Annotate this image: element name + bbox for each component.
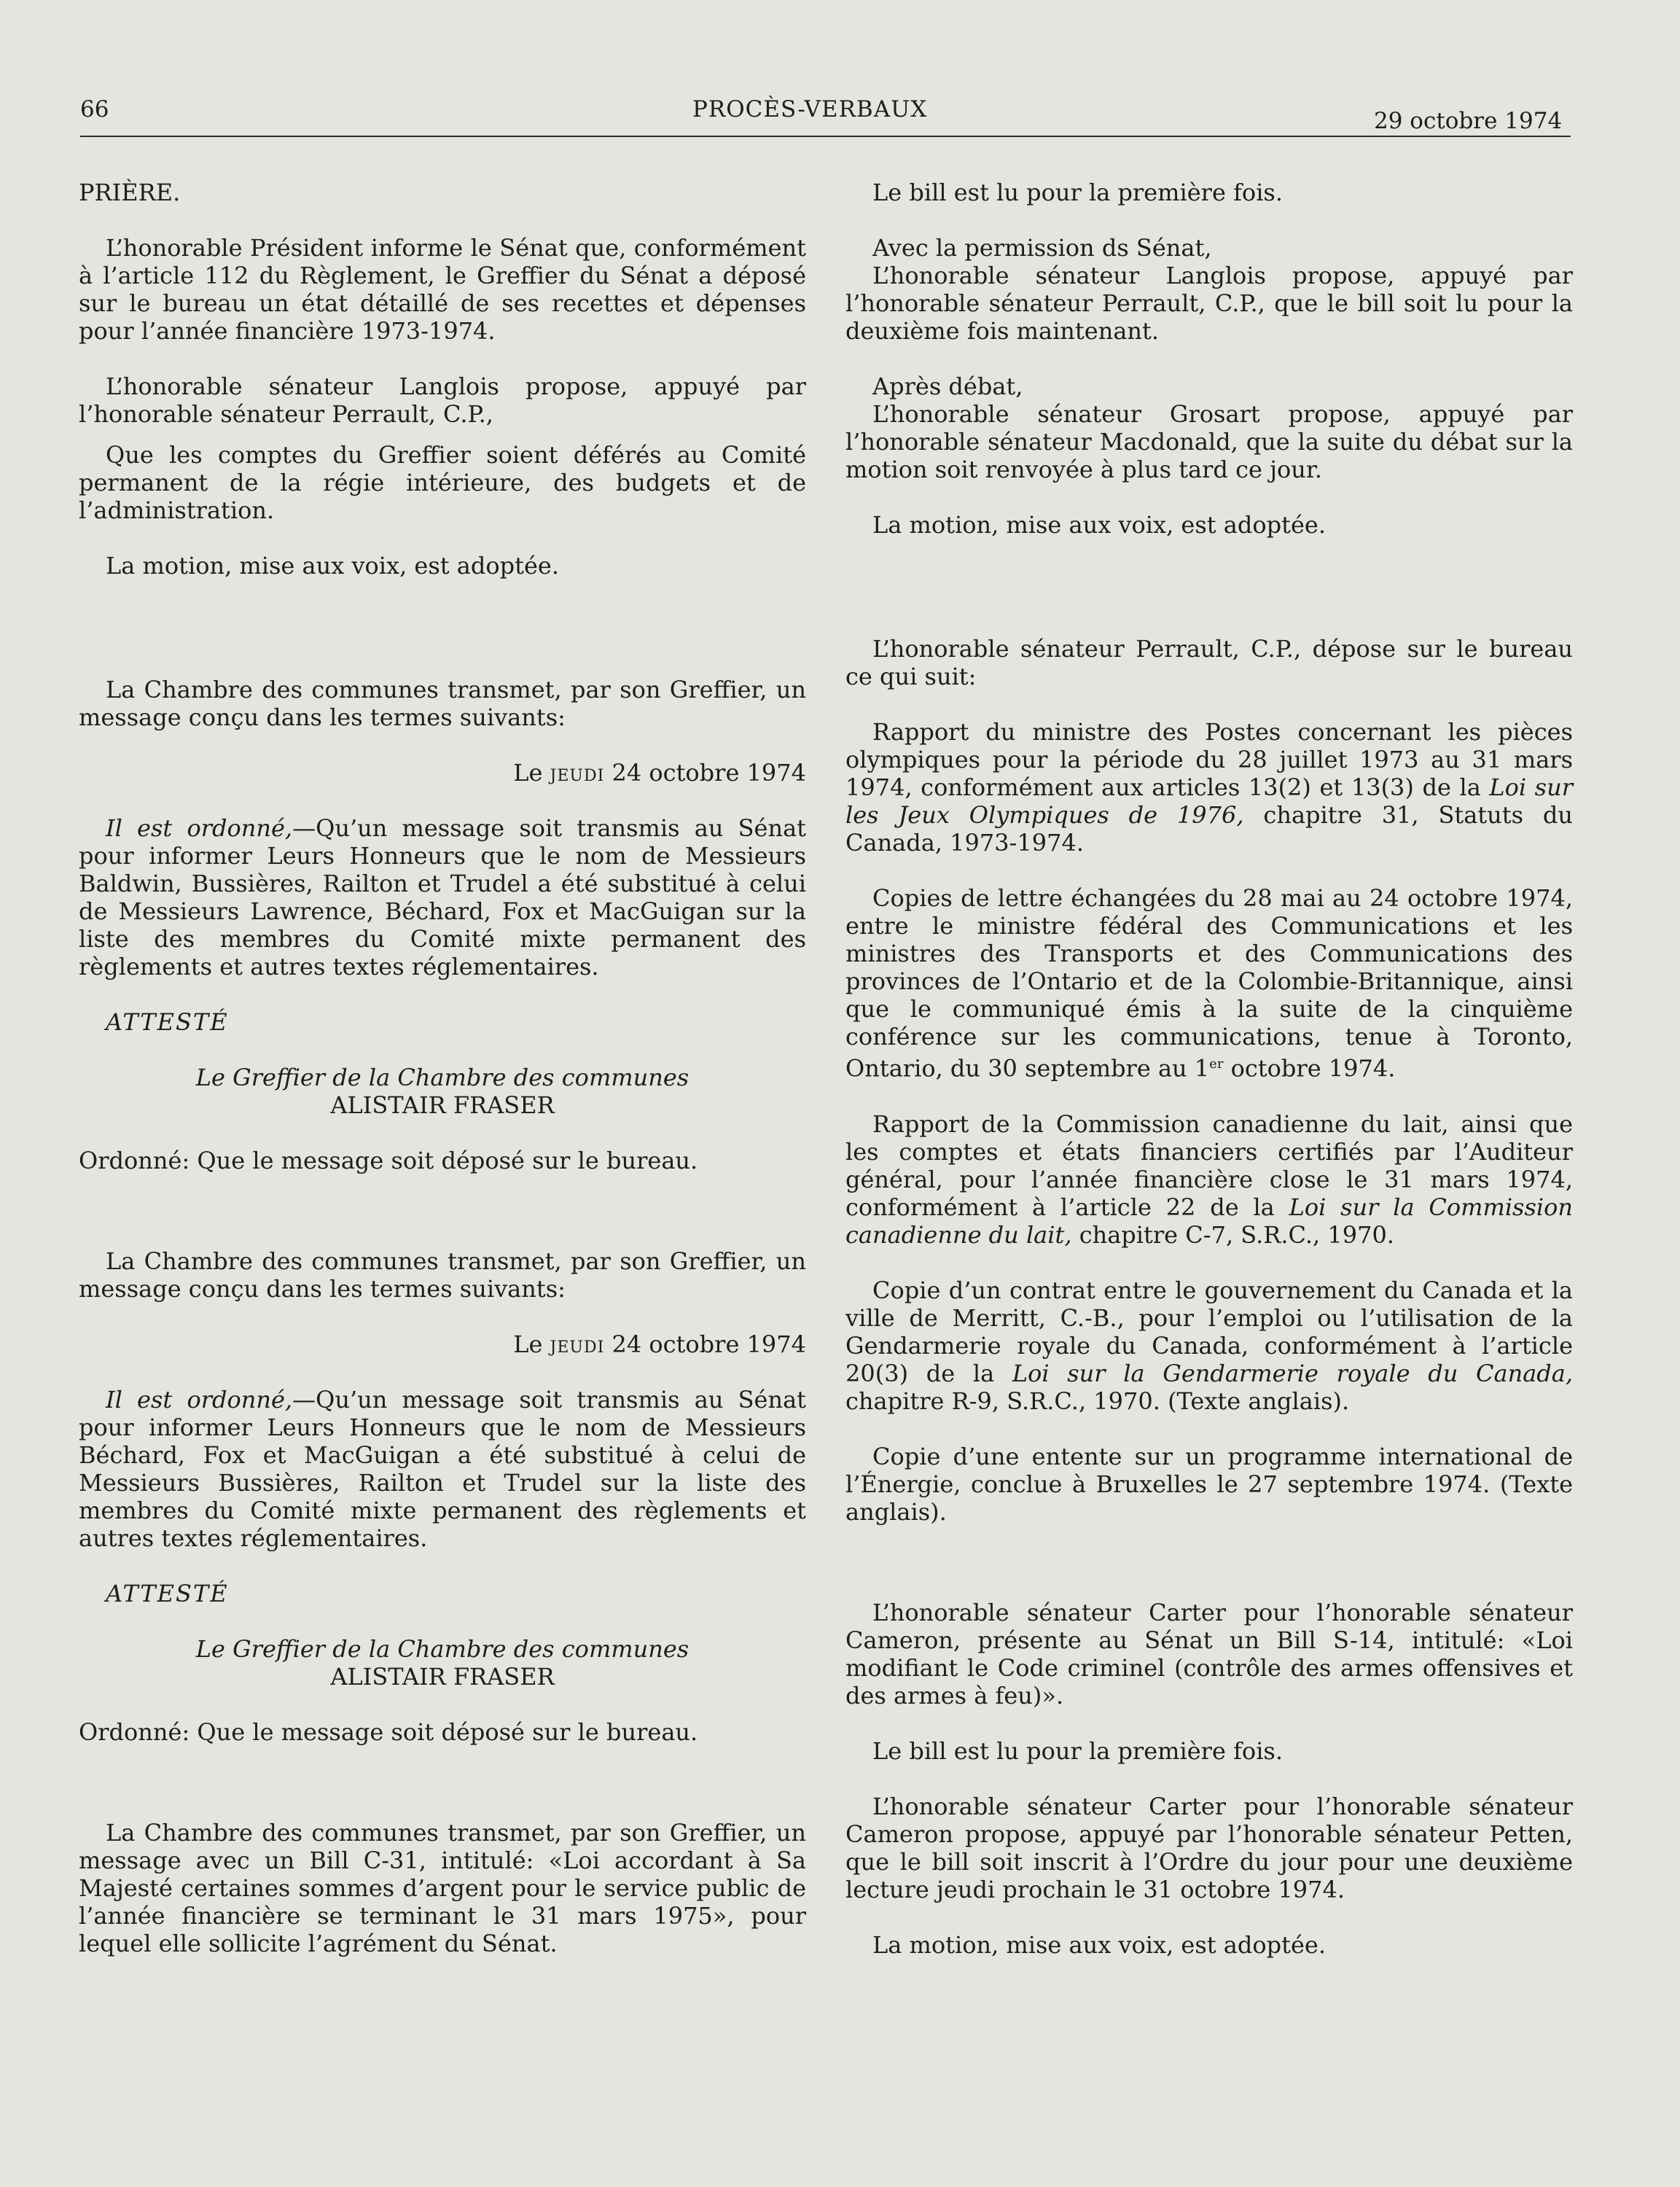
order-text: —Qu’un message soit transmis au Sénat pour informer Leurs Honneurs que le nom de Messieurs Béchard, Fox et MacGuigan a été substitué à celui de Messieurs Bussières, Railton et Trudel sur la liste des membres du Comité mixte permanent des règlements et autres textes réglementaires. [79,1386,807,1552]
clerk-name: ALISTAIR FRASER [330,1663,555,1691]
date-day: jeudi [550,1330,605,1358]
text-run: Rapport du ministre des Postes concernant les pièces olympiques pour la période du 28 juillet 1973 au 31 mars 1974, conformément aux articles 13(2) et 13(3) de la [845,718,1573,801]
header-date: 29 octobre 1974 [1374,108,1563,134]
paragraph: Avec la permission ds Sénat, [872,234,1212,262]
paragraph [845,718,1573,857]
paragraph: Le bill est lu pour la première fois. [872,179,1284,206]
text-run: Rapport de la Commission canadienne du lait, ainsi que les comptes et états financiers certifiés par l’Auditeur général, pour l’année financière close le 31 mars 1974, conformément à l’article 22 de la [845,1110,1573,1221]
text-run: chapitre 31, Statuts du Canada, 1973-1974. [845,801,1573,857]
clerk-title: Le Greffier de la Chambre des communes [195,1635,689,1663]
prayer-heading: PRIÈRE. [79,179,181,206]
date-rest: 24 octobre 1974 [604,759,806,787]
text-run: Copies de lettre échangées du 28 mai au 24 octobre 1974, entre le ministre fédéral des Communications et les ministres des Transports et des Communications des provinces de l’Ontario et de la Colombie-Britannique, ainsi que le communiqué émis à la suite de la cinquième conférence sur les communications, tenue à Toronto, Ontario, du 30 septembre au 1 [845,884,1573,1083]
order-paragraph [79,1386,806,1552]
paragraph [845,1110,1573,1249]
date-prefix: Le [513,759,550,787]
paragraph: L’honorable sénateur Langlois propose, appuyé par l’honorable sénateur Perrault, C.P., que le bill soit lu pour la deuxième fois maintenant. [845,262,1573,345]
attest-label: ATTESTÉ [106,1008,229,1036]
message-date [79,1330,806,1358]
statute-title: Loi sur la Gendarmerie royale du Canada, [1012,1359,1573,1387]
superscript: er [1209,1056,1224,1072]
paragraph: La Chambre des communes transmet, par son Greffier, un message conçu dans les termes suivants: [79,1247,806,1303]
clerk-name: ALISTAIR FRASER [330,1091,555,1119]
paragraph: Que les comptes du Greffier soient déférés au Comité permanent de la régie intérieure, des budgets et de l’administration. [79,441,806,524]
ordered-line: Ordonné: Que le message soit déposé sur le bureau. [79,1147,698,1174]
paragraph: La motion, mise aux voix, est adoptée. [106,552,560,580]
statute-title: Loi sur les Jeux Olympiques de 1976, [845,773,1574,829]
page-number: 66 [80,96,109,122]
paragraph: L’honorable sénateur Carter pour l’honorable sénateur Cameron propose, appuyé par l’honorable sénateur Petten, que le bill soit inscrit à l’Ordre du jour pour une deuxième lecture jeudi prochain le 31 octobre 1974. [845,1792,1573,1903]
running-title: PROCÈS-VERBAUX [692,96,928,122]
paragraph: Le bill est lu pour la première fois. [872,1736,1284,1765]
message-date [79,759,806,787]
text-run: chapitre R-9, S.R.C., 1970. (Texte anglais). [845,1387,1350,1415]
left-column [79,179,806,1957]
paragraph: Après débat, [872,373,1023,400]
paragraph: La motion, mise aux voix, est adoptée. [872,511,1327,539]
clerk-title: Le Greffier de la Chambre des communes [195,1064,689,1091]
paragraph: La motion, mise aux voix, est adoptée. [872,1930,1327,1959]
text-run: Copie d’un contrat entre le gouvernement du Canada et la ville de Merritt, C.-B., pour l’emploi ou l’utilisation de la Gendarmerie royale du Canada, conformément à l’article 20(3) de la [845,1276,1573,1387]
paragraph: L’honorable sénateur Perrault, C.P., dépose sur le bureau ce qui suit: [845,635,1573,690]
paragraph: L’honorable sénateur Langlois propose, appuyé par l’honorable sénateur Perrault, C.P., [79,373,806,428]
order-lead: Il est ordonné, [106,814,293,842]
paragraph: La Chambre des communes transmet, par son Greffier, un message conçu dans les termes suivants: [79,676,806,731]
paragraph: La Chambre des communes transmet, par son Greffier, un message avec un Bill C-31, intitulé: «Loi accordant à Sa Majesté certaines sommes d’argent pour le service public de l’année financière se terminant le 31 mars 1975», pour lequel elle sollicite l’agrément du Sénat. [79,1819,806,1957]
order-lead: Il est ordonné, [106,1386,293,1414]
order-paragraph [79,814,806,981]
statute-title: Loi sur la Commission canadienne du lait, [845,1193,1574,1249]
attest-label: ATTESTÉ [106,1580,229,1607]
paragraph [845,884,1573,1083]
ordered-line: Ordonné: Que le message soit déposé sur le bureau. [79,1718,698,1746]
text-run: chapitre C-7, S.R.C., 1970. [1071,1220,1394,1249]
date-prefix: Le [513,1330,550,1358]
order-text: —Qu’un message soit transmis au Sénat pour informer Leurs Honneurs que le nom de Messieurs Baldwin, Bussières, Railton et Trudel a été substitué à celui de Messieurs Lawrence, Béchard, Fox et MacGuigan sur la liste des membres du Comité mixte permanent des règlements et autres textes réglementaires. [79,814,807,981]
paragraph [845,1276,1573,1415]
paragraph: L’honorable sénateur Grosart propose, appuyé par l’honorable sénateur Macdonald, que la suite du débat sur la motion soit renvoyée à plus tard ce jour. [845,400,1573,483]
right-column [845,179,1573,1959]
paragraph: L’honorable sénateur Carter pour l’honorable sénateur Cameron, présente au Sénat un Bill S-14, intitulé: «Loi modifiant le Code criminel (contrôle des armes offensives et des armes à feu)». [845,1598,1573,1710]
text-run: octobre 1974. [1223,1054,1396,1083]
date-rest: 24 octobre 1974 [604,1330,806,1358]
paragraph: L’honorable Président informe le Sénat que, conformément à l’article 112 du Règlement, le Greffier du Sénat a déposé sur le bureau un état détaillé de ses recettes et dépenses pour l’année financière 1973-1974. [79,234,806,345]
paragraph: Copie d’une entente sur un programme international de l’Énergie, conclue à Bruxelles le 27 septembre 1974. (Texte anglais). [845,1442,1573,1526]
date-day: jeudi [550,759,605,787]
header-rule [80,136,1571,137]
